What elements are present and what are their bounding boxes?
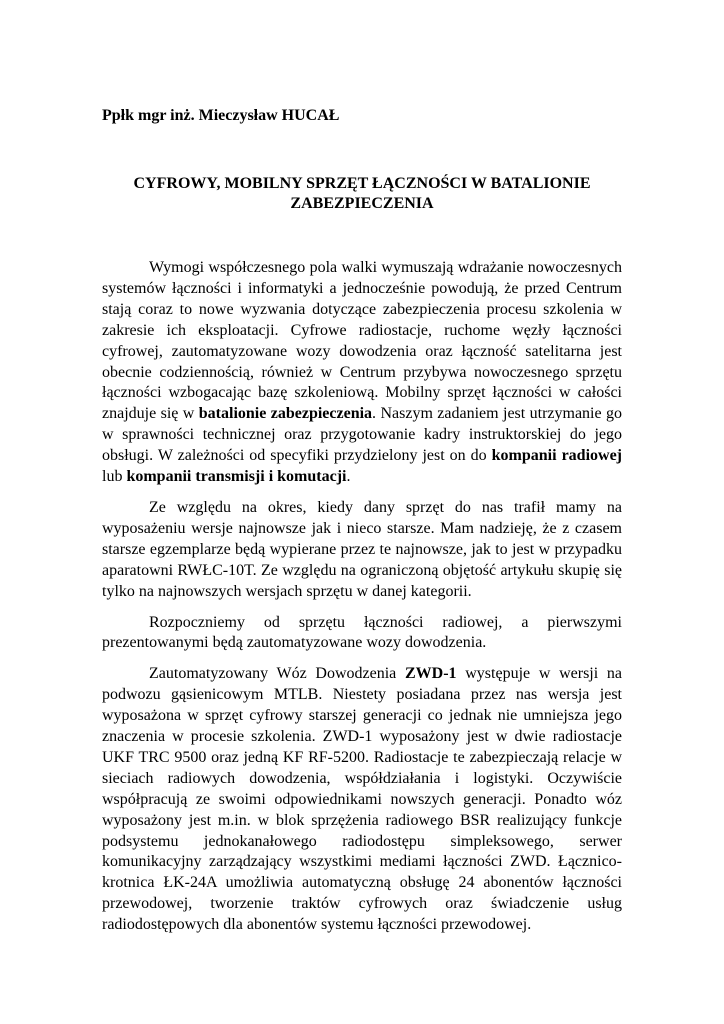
paragraph-1-text-d: . [346, 468, 351, 486]
title-line-1: CYFROWY, MOBILNY SPRZĘT ŁĄCZNOŚCI W BATALIONIE [133, 175, 591, 192]
paragraph-4-text-b: występuje w wersji na podwozu gąsienicowym MTLB. Niestety posiadana przez nas wersja jest wyposażona w sprzęt cyfrowy starszej generacji co jednak nie umniejsza jego znaczenia w procesie szkolenia. ZWD-1 wyposażony jest w dwie radiostacje UKF TRC 9500 oraz jedną KF RF-5200. Radiostacje te zabezpieczają relacje w sieciach radiowych dowodzenia, współdziałania i logistyki. Oczywiście współpracują ze swoimi odpowiednikami nowszych generacji. Ponadto wóz wyposażony jest m.in. w blok sprzężenia radiowego BSR realizujący funkcje podsystemu jednokanałowego radiodostępu simpleksowego, serwer komunikacyjny zarządzający wszystkimi mediami łączności ZWD. Łącznico-krotnica ŁK-24A umożliwia automatyczną obsługę 24 abonentów łączności przewodowej, tworzenie traktów cyfrowych oraz świadczenie usług radiodostępowych dla abonentów systemu łączności przewodowej. [102, 665, 622, 934]
paragraph-1-bold-battalion: batalionie zabezpieczenia [198, 405, 373, 423]
title-line-2: ZABEZPIECZENIA [290, 195, 434, 212]
paragraph-1-bold-transmission-company: kompanii transmisji i komutacji [126, 468, 347, 486]
paragraph-1-text-b: . Naszym zadaniem jest utrzymanie go w sprawności technicznej oraz przygotowanie kadry instruktorskiej do jego obsługi. W zależności od specyfiki przydzielony jest on do [102, 405, 623, 465]
article-body [102, 258, 622, 946]
paragraph-4 [102, 664, 622, 936]
paragraph-4-bold-zwd1: ZWD-1 [404, 665, 457, 683]
paragraph-1-bold-radio-company: kompanii radiowej [491, 447, 622, 465]
author-line: Ppłk mgr inż. Mieczysław HUCAŁ [102, 107, 340, 124]
paragraph-1-text-a: Wymogi współczesnego pola walki wymuszają wdrażanie nowoczesnych systemów łączności i informatyki a jednocześnie powodują, że przed Centrum stają coraz to nowe wyzwania dotyczące zabezpieczenia procesu szkolenia w zakresie ich eksploatacji. Cyfrowe radiostacje, ruchome węzły łączności cyfrowej, zautomatyzowane wozy dowodzenia oraz łączność satelitarna jest obecnie codziennością, również w Centrum przybywa nowoczesnego sprzętu łączności wzbogacając bazę szkoleniową. Mobilny sprzęt łączności w całości znajduje się w [102, 259, 622, 423]
paragraph-4-text-a: Zautomatyzowany Wóz Dowodzenia [149, 665, 405, 683]
paragraph-1-text-c: lub [102, 468, 127, 486]
article-title [102, 174, 622, 214]
paragraph-3: Rozpoczniemy od sprzętu łączności radiowej, a pierwszymi prezentowanymi będą zautomatyzowane wozy dowodzenia. [102, 613, 622, 652]
paragraph-2: Ze względu na okres, kiedy dany sprzęt do nas trafił mamy na wyposażeniu wersje najnowsze jak i nieco starsze. Mam nadzieję, że z czasem starsze egzemplarze będą wypierane przez te najnowsze, jak to jest w przypadku aparatowni RWŁC-10T. Ze względu na ograniczoną objętość artykułu skupię się tylko na najnowszych wersjach sprzętu w danej kategorii. [102, 498, 622, 600]
paragraph-1 [102, 258, 622, 488]
